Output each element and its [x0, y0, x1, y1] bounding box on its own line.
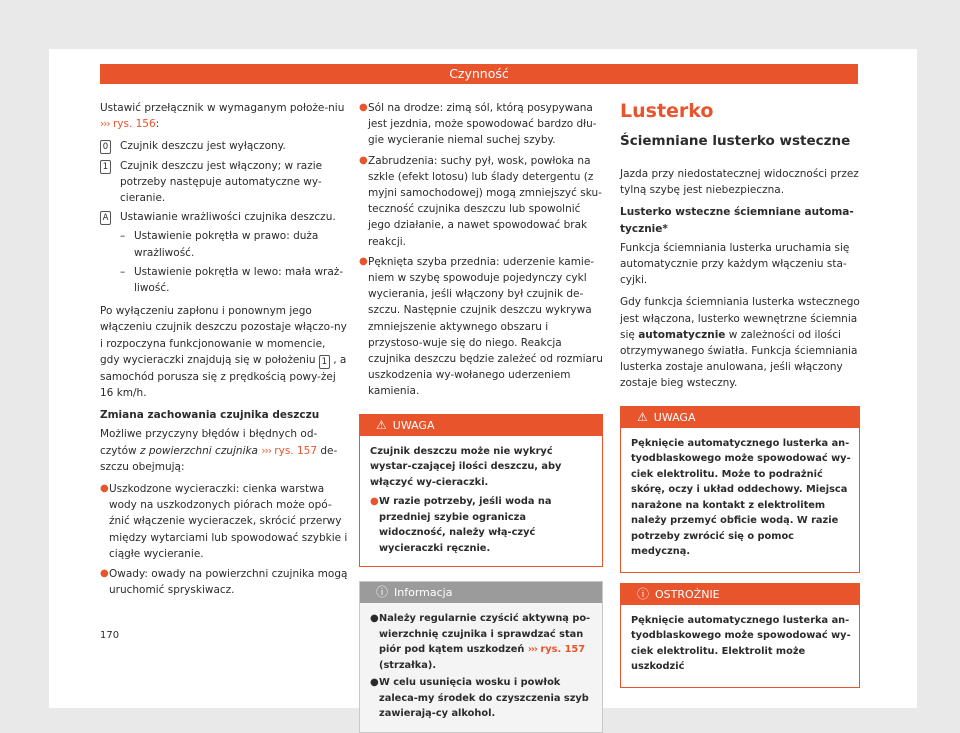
page-header	[100, 64, 858, 84]
position-item: A Ustawianie wrażliwości czujnika deszczu.	[100, 209, 348, 225]
caution-circle-icon: ⓘ	[637, 586, 650, 601]
dash-item: – Ustawienie pokrętła w prawo: duża wrażliwość.	[120, 230, 319, 259]
column-3	[620, 100, 860, 688]
position-key-badge: 1	[100, 160, 111, 174]
subheading: Lusterko wsteczne ściemniane automa-tycznie*	[620, 206, 854, 235]
paragraph: Funkcja ściemniania lusterka uruchamia się automatycznie przy każdym włączeniu sta-cyjki.	[620, 241, 850, 287]
ref-arrow[interactable]: ›››	[100, 118, 110, 131]
bullet-icon: ●	[370, 496, 379, 508]
list-item: ● W razie potrzeby, jeśli woda na przedniej szybie ogranicza widoczność, należy włą-czyć wycieraczki ręcznie.	[370, 494, 594, 556]
position-key-badge: 1	[319, 355, 330, 369]
list-item: ● Owady: owady na powierzchni czujnika mogą uruchomić spryskiwacz.	[100, 566, 348, 598]
column-1	[100, 100, 348, 602]
paragraph: Jazda przy niedostatecznej widoczności przez tylną szybę jest niebezpieczna.	[620, 168, 859, 197]
page-number: 170	[100, 630, 120, 641]
bullet-icon: ●	[370, 613, 379, 625]
figure-ref-157[interactable]: rys. 157	[540, 644, 586, 656]
list-item: ● Pęknięta szyba przednia: uderzenie kamie-niem w szybę spowoduje pojedynczy cykl wycierania, jeśli włączony był czujnik de-szczu. Następnie czujnik deszczu wykrywa zmniejszenie aktywnego obszaru i przystoso-wuje się do niego. Reakcja czujnika deszczu będzie zależeć od rozmiaru uszkodzenia wy-wołanego uderzeniem kamienia.	[359, 254, 603, 400]
caution-box: ⓘ OSTROŻNIE Pęknięcie automatycznego lusterka an-tyodblaskowego może spowodować wy-ciek elektrolitu. Elektrolit może uszkodzić	[620, 583, 860, 688]
bullet-icon: ●	[370, 677, 379, 689]
bullet-icon: ●	[359, 154, 368, 166]
info-box	[359, 581, 603, 733]
intro-paragraph: Ustawić przełącznik w wymaganym położe-niu ››› rys. 156:	[100, 102, 345, 131]
paragraph: Po wyłączeniu zapłonu i ponownym jego włączeniu czujnik deszczu pozostaje włączo-ny i rozpoczyna funkcjonowanie w momencie, gdy wycieraczki znajdują się w położeniu 1 , a samochód porusza się z prędkością powy-żej 16 km/h.	[100, 305, 347, 400]
list-item: ● Należy regularnie czyścić aktywną po-wierzchnię czujnika i sprawdzać stan piór pod kątem uszkodzeń ››› rys. 157 (strzałka).	[370, 611, 594, 673]
position-key-badge: 0	[100, 140, 111, 154]
position-item: 1 Czujnik deszczu jest włączony; w razie potrzeby następuje automatyczne wy-cieranie.	[100, 158, 348, 207]
position-item: 0 Czujnik deszczu jest wyłączony.	[100, 138, 348, 154]
info-icon: ⓘ	[376, 585, 389, 600]
info-header: ⓘ Informacja	[360, 582, 602, 603]
section-subtitle: Ściemniane lusterko wsteczne	[620, 133, 851, 149]
bullet-icon: ●	[359, 255, 368, 267]
dash-item: – Ustawienie pokrętła w lewo: mała wraż-liwość.	[120, 265, 344, 295]
warning-triangle-icon: ⚠	[376, 417, 387, 432]
bullet-icon: ●	[100, 568, 109, 580]
list-item: ● Sól na drodze: zimą sól, którą posypywana jest jezdnia, może spowodować bardzo dłu-gie wycieranie niemal suchej szyby.	[359, 100, 603, 149]
warning-box: ⚠ UWAGA Czujnik deszczu może nie wykryć wystar-czającej ilości deszczu, aby włączyć wy-cieraczki. ● W razie potrzeby, jeśli woda na przedniej szybie ogranicza widoczność, należy włą-czyć wycieraczki ręcznie.	[359, 414, 603, 568]
warning-triangle-icon: ⚠	[637, 409, 648, 424]
caution-header: ⓘ OSTROŻNIE	[621, 584, 859, 605]
paragraph: Możliwe przyczyny błędów i błędnych od-czytów z powierzchni czujnika ››› rys. 157 de-szczu obejmują:	[100, 428, 338, 473]
list-item: ● W celu usunięcia wosku i powłok zaleca-my środek do czyszczenia szyb zawierają-cy alkohol.	[370, 675, 594, 722]
column-2	[359, 100, 603, 733]
figure-ref-157[interactable]: rys. 157	[274, 444, 318, 457]
section-title: Lusterko	[620, 100, 714, 122]
ref-arrow[interactable]: ›››	[261, 444, 271, 457]
position-key-badge: A	[100, 211, 111, 225]
warning-header: ⚠ UWAGA	[360, 415, 602, 436]
paragraph: Gdy funkcja ściemniania lusterka wstecznego jest włączona, lusterko wewnętrzne ściemnia się automatycznie w zależności od ilości otrzymywanego światła. Funkcja ściemniania lusterka zostaje anulowana, jeśli włączony zostaje bieg wsteczny.	[620, 296, 860, 390]
subheading: Zmiana zachowania czujnika deszczu	[100, 409, 320, 422]
warning-box: ⚠ UWAGA Pęknięcie automatycznego lusterka an-tyodblaskowego może spowodować wy-ciek elektrolitu. Może to podrażnić skórę, oczy i układ oddechowy. Miejsca narażone na kontakt z elektrolitem należy przemyć obficie wodą. W razie potrzeby zwrócić się o pomoc medyczną.	[620, 406, 860, 573]
list-item: ● Zabrudzenia: suchy pył, wosk, powłoka na szkle (efekt lotosu) lub ślady detergentu (z myjni samochodowej) mogą zmniejszyć sku-teczność czujnika deszczu lub spowolnić jego działanie, a nawet spowodować brak reakcji.	[359, 153, 603, 250]
list-item: ● Uszkodzone wycieraczki: cienka warstwa wody na uszkodzonych piórach może opó-źnić włączenie wycieraczek, skrócić przerwy między wytarciami lub spowodować szybkie i ciągłe wycieranie.	[100, 481, 348, 562]
figure-ref-156[interactable]: rys. 156	[112, 118, 156, 131]
ref-arrow[interactable]: ›››	[527, 644, 537, 656]
bullet-icon: ●	[100, 483, 109, 495]
warning-header: ⚠ UWAGA	[621, 407, 859, 428]
bullet-icon: ●	[359, 102, 368, 113]
header-title: Czynność	[449, 66, 509, 81]
